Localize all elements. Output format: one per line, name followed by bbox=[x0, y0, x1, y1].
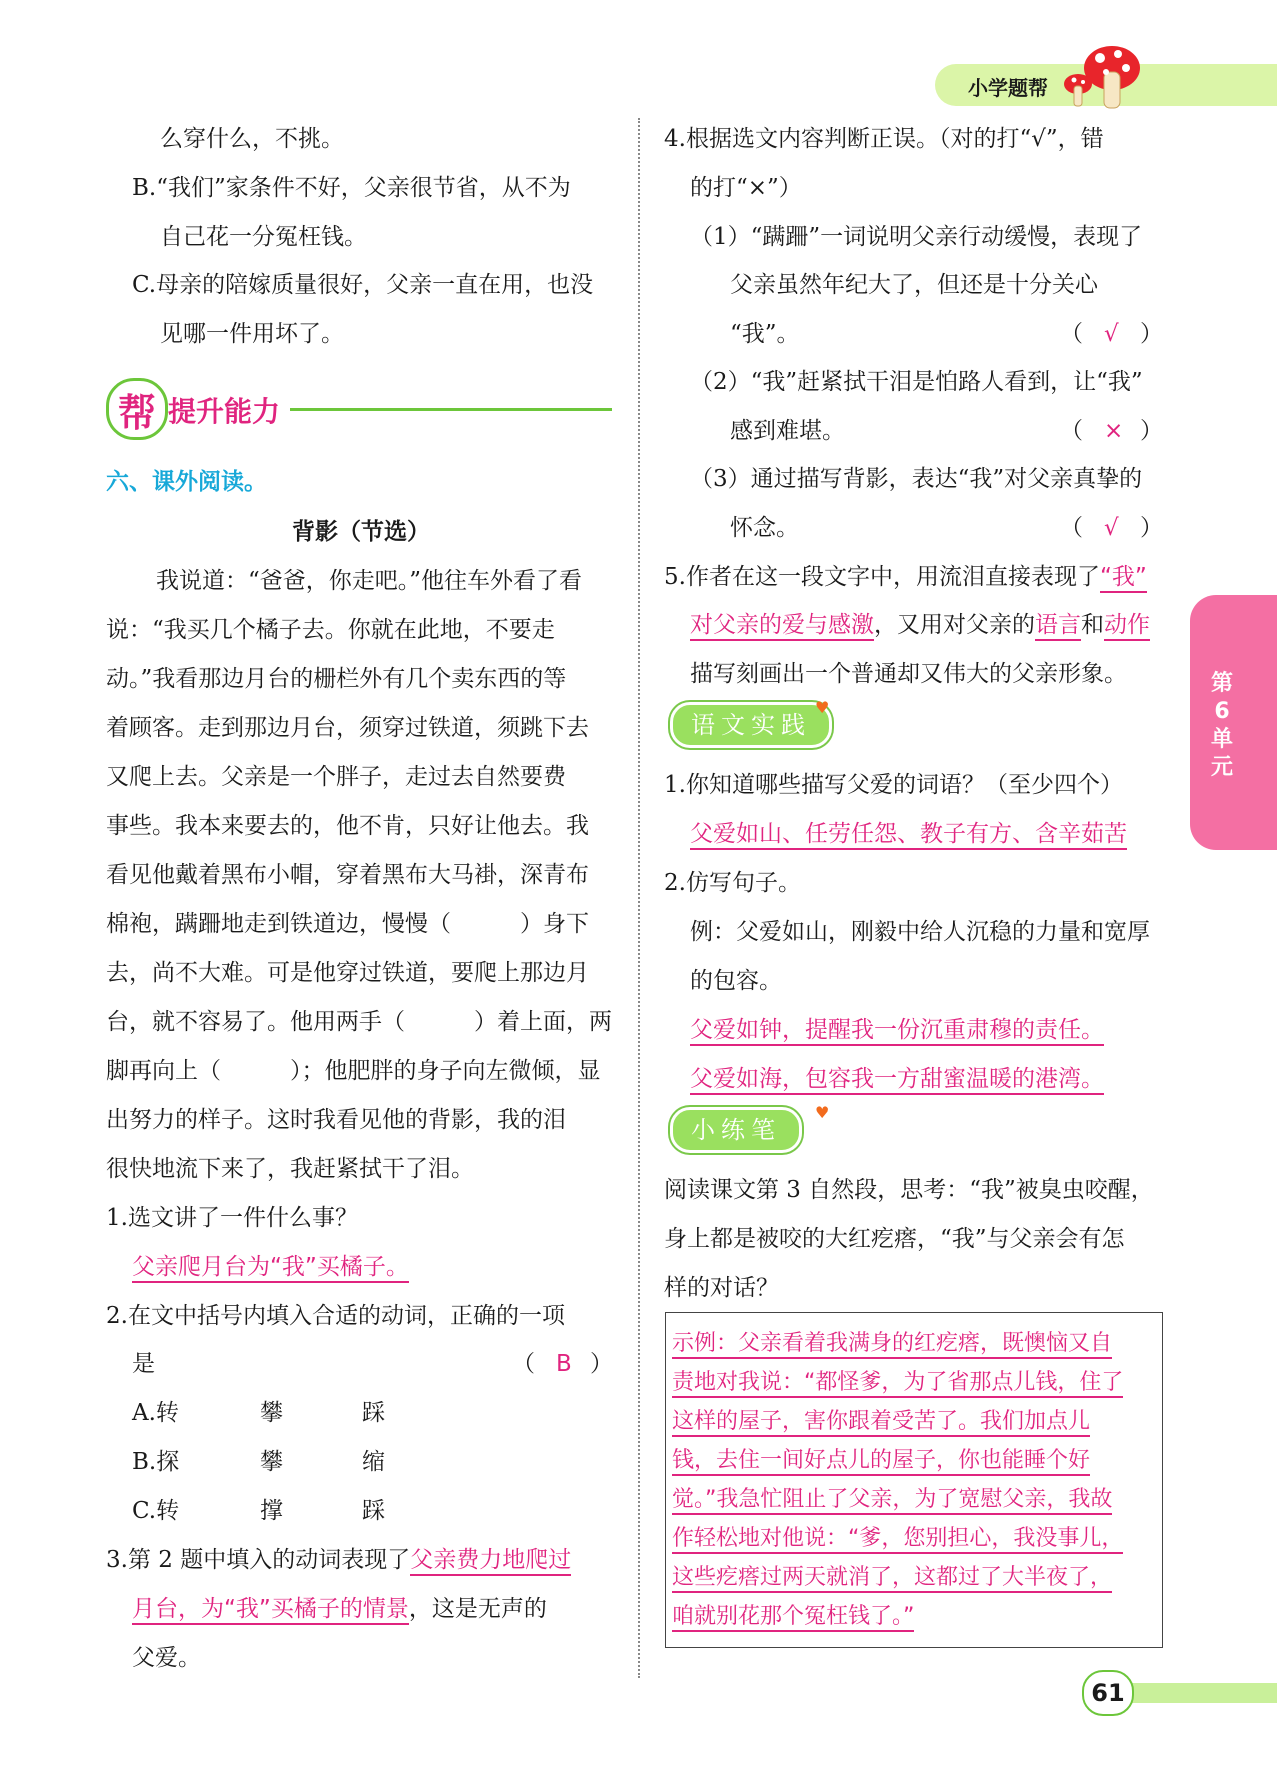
q2-text-line2: 是 bbox=[132, 1351, 155, 1377]
mushroom-icon bbox=[1060, 42, 1142, 114]
q2-answer-paren-open: （ bbox=[512, 1351, 535, 1377]
q4-item1-line1: （1）“蹒跚”一词说明父亲行动缓慢，表现了 bbox=[690, 224, 1143, 250]
q2-option-c-word3: 踩 bbox=[362, 1498, 385, 1524]
q2-option-a: A.转 bbox=[132, 1400, 179, 1426]
q4-item2-mark: × bbox=[1104, 418, 1124, 444]
passage-line: 我说道：“爸爸，你走吧。”他往车外看了看 bbox=[156, 568, 583, 594]
writing-answer-line: 示例：父亲看着我满身的红疙瘩，既懊恼又自 bbox=[672, 1331, 1112, 1359]
writing-answer-box bbox=[665, 1312, 1163, 1648]
writing-answer-line: 责地对我说：“都怪爹，为了省那点儿钱，住了 bbox=[672, 1370, 1123, 1398]
passage-line: 又爬上去。父亲是一个胖子，走过去自然要费 bbox=[106, 764, 566, 790]
passage-line: 棉袍，蹒跚地走到铁道边，慢慢（ ）身下 bbox=[106, 911, 589, 937]
unit-side-tab-label: 第6单元 bbox=[1210, 671, 1233, 780]
passage-line: 看见他戴着黑布小帽，穿着黑布大马褂，深青布 bbox=[106, 862, 589, 888]
q2-answer-paren-close: ） bbox=[590, 1351, 613, 1377]
option-b-line1: B.“我们”家条件不好，父亲很节省，从不为 bbox=[132, 175, 571, 201]
option-a-tail: 么穿什么，不挑。 bbox=[160, 126, 344, 152]
q2-option-c-word2: 撑 bbox=[260, 1498, 283, 1524]
q4-item1-mark: √ bbox=[1104, 321, 1119, 347]
p1-text: 1.你知道哪些描写父爱的词语？（至少四个） bbox=[664, 772, 1123, 798]
option-c-line2: 见哪一件用坏了。 bbox=[160, 321, 344, 347]
option-b-line2: 自己花一分冤枉钱。 bbox=[160, 224, 367, 250]
practice-badge: 语文实践 bbox=[670, 702, 832, 748]
q4-item3-paren-close: ） bbox=[1140, 515, 1163, 541]
q5-answer1: “我” bbox=[1100, 564, 1147, 593]
passage-line: 很快地流下来了，我赶紧拭干了泪。 bbox=[106, 1156, 474, 1182]
q4-item1-line3: “我”。 bbox=[730, 321, 800, 347]
q4-title-line2: 的打“×”） bbox=[690, 175, 802, 201]
q5-answer3: 语言 bbox=[1035, 612, 1081, 641]
q5-answer2: 对父亲的爱与感激 bbox=[690, 612, 874, 641]
writing-answer-line: 咱就别花那个冤枉钱了。” bbox=[672, 1604, 914, 1632]
option-c-line1: C.母亲的陪嫁质量很好，父亲一直在用，也没 bbox=[132, 272, 594, 298]
q5-text-tail: 描写刻画出一个普通却又伟大的父亲形象。 bbox=[690, 661, 1127, 687]
q3-text: 3.第 2 题中填入的动词表现了 bbox=[106, 1547, 411, 1573]
writing-prompt-line1: 阅读课文第 3 自然段，思考：“我”被臭虫咬醒， bbox=[664, 1177, 1154, 1203]
q4-item3-mark: √ bbox=[1104, 515, 1119, 541]
column-divider bbox=[638, 118, 640, 1678]
passage-line: 出努力的样子。这时我看见他的背影，我的泪 bbox=[106, 1107, 566, 1133]
q1-answer: 父亲爬月台为“我”买橘子。 bbox=[132, 1254, 409, 1283]
passage-line: 动。”我看那边月台的栅栏外有几个卖东西的等 bbox=[106, 666, 567, 692]
q2-answer: B bbox=[556, 1351, 572, 1377]
writing-prompt-line2: 身上都是被咬的大红疙瘩，“我”与父亲会有怎 bbox=[664, 1226, 1125, 1252]
brand-title: 小学题帮 bbox=[968, 76, 1048, 100]
writing-answer-line: 这些疙瘩过两天就消了，这都过了大半夜了， bbox=[672, 1565, 1112, 1593]
q2-option-b-word2: 攀 bbox=[260, 1449, 283, 1475]
p1-answer: 父爱如山、任劳任怨、教子有方、含辛茹苦 bbox=[690, 821, 1127, 850]
passage-title: 背影（节选） bbox=[292, 519, 430, 545]
help-badge-char: 帮 bbox=[118, 391, 157, 435]
q4-item3-line2: 怀念。 bbox=[730, 515, 799, 541]
q2-option-a-word2: 攀 bbox=[260, 1400, 283, 1426]
passage-line: 说：“我买几个橘子去。你就在此地，不要走 bbox=[106, 617, 555, 643]
heart-icon: ♥ bbox=[815, 698, 830, 717]
q5-text-mid: ，又用对父亲的 bbox=[874, 612, 1035, 638]
writing-badge: 小练笔 bbox=[670, 1107, 802, 1153]
passage-line: 脚再向上（ ）；他肥胖的身子向左微倾，显 bbox=[106, 1058, 601, 1084]
p2-answer1: 父爱如钟，提醒我一份沉重肃穆的责任。 bbox=[690, 1017, 1104, 1046]
q4-item1-paren-close: ） bbox=[1140, 321, 1163, 347]
q4-item2-paren-close: ） bbox=[1140, 418, 1163, 444]
p2-example-line1: 例：父爱如山，刚毅中给人沉稳的力量和宽厚 bbox=[690, 919, 1150, 945]
q2-option-a-word3: 踩 bbox=[362, 1400, 385, 1426]
passage-line: 事些。我本来要去的，他不肯，只好让他去。我 bbox=[106, 813, 589, 839]
passage-line: 着顾客。走到那边月台，须穿过铁道，须跳下去 bbox=[106, 715, 589, 741]
q2-option-c: C.转 bbox=[132, 1498, 180, 1524]
q5-text: 5.作者在这一段文字中，用流泪直接表现了 bbox=[664, 564, 1100, 590]
q5-answer4: 动作 bbox=[1104, 612, 1150, 641]
section-title-rule bbox=[290, 408, 612, 411]
heart-icon: ♥ bbox=[815, 1103, 830, 1122]
q4-item3-line1: （3）通过描写背影，表达“我”对父亲真挚的 bbox=[690, 466, 1143, 492]
q2-option-b: B.探 bbox=[132, 1449, 180, 1475]
q4-item1-line2: 父亲虽然年纪大了，但还是十分关心 bbox=[730, 272, 1098, 298]
q6-title: 六、课外阅读。 bbox=[106, 469, 267, 495]
q3-text-end: 父爱。 bbox=[132, 1645, 201, 1671]
q2-text-line1: 2.在文中括号内填入合适的动词，正确的一项 bbox=[106, 1303, 565, 1329]
q4-item3-paren-open: （ bbox=[1060, 515, 1083, 541]
p2-example-line2: 的包容。 bbox=[690, 968, 782, 994]
writing-answer-line: 钱，去住一间好点儿的屋子，你也能睡个好 bbox=[672, 1448, 1090, 1476]
q1-text: 1.选文讲了一件什么事？ bbox=[106, 1205, 358, 1231]
p2-answer2: 父爱如海，包容我一方甜蜜温暖的港湾。 bbox=[690, 1066, 1104, 1095]
section-title: 提升能力 bbox=[168, 395, 281, 428]
passage-line: 去，尚不大难。可是他穿过铁道，要爬上那边月 bbox=[106, 960, 589, 986]
footer-bar bbox=[1120, 1683, 1277, 1703]
q3-answer-part1: 父亲费力地爬过 bbox=[410, 1547, 571, 1576]
q4-item2-paren-open: （ bbox=[1060, 418, 1083, 444]
writing-answer-line: 作轻松地对他说：“爹，您别担心，我没事儿， bbox=[672, 1526, 1123, 1554]
writing-answer-line: 这样的屋子，害你跟着受苦了。我们加点儿 bbox=[672, 1409, 1090, 1437]
q4-title-line1: 4.根据选文内容判断正误。（对的打“√”，错 bbox=[664, 126, 1104, 152]
p2-text: 2.仿写句子。 bbox=[664, 870, 801, 896]
q2-option-b-word3: 缩 bbox=[362, 1449, 385, 1475]
writing-prompt-line3: 样的对话？ bbox=[664, 1275, 779, 1301]
q4-item2-line1: （2）“我”赶紧拭干泪是怕路人看到，让“我” bbox=[690, 369, 1143, 395]
q3-text-tail: ，这是无声的 bbox=[408, 1596, 547, 1622]
passage-line: 台，就不容易了。他用两手（ ）着上面，两 bbox=[106, 1009, 612, 1035]
writing-answer-line: 觉。”我急忙阻止了父亲，为了宽慰父亲，我故 bbox=[672, 1487, 1112, 1515]
q3-answer-part2: 月台，为“我”买橘子的情景 bbox=[132, 1596, 409, 1625]
q4-item1-paren-open: （ bbox=[1060, 321, 1083, 347]
q4-item2-line2: 感到难堪。 bbox=[730, 418, 845, 444]
q5-text-and: 和 bbox=[1081, 612, 1104, 638]
page-number: 61 bbox=[1082, 1670, 1134, 1716]
